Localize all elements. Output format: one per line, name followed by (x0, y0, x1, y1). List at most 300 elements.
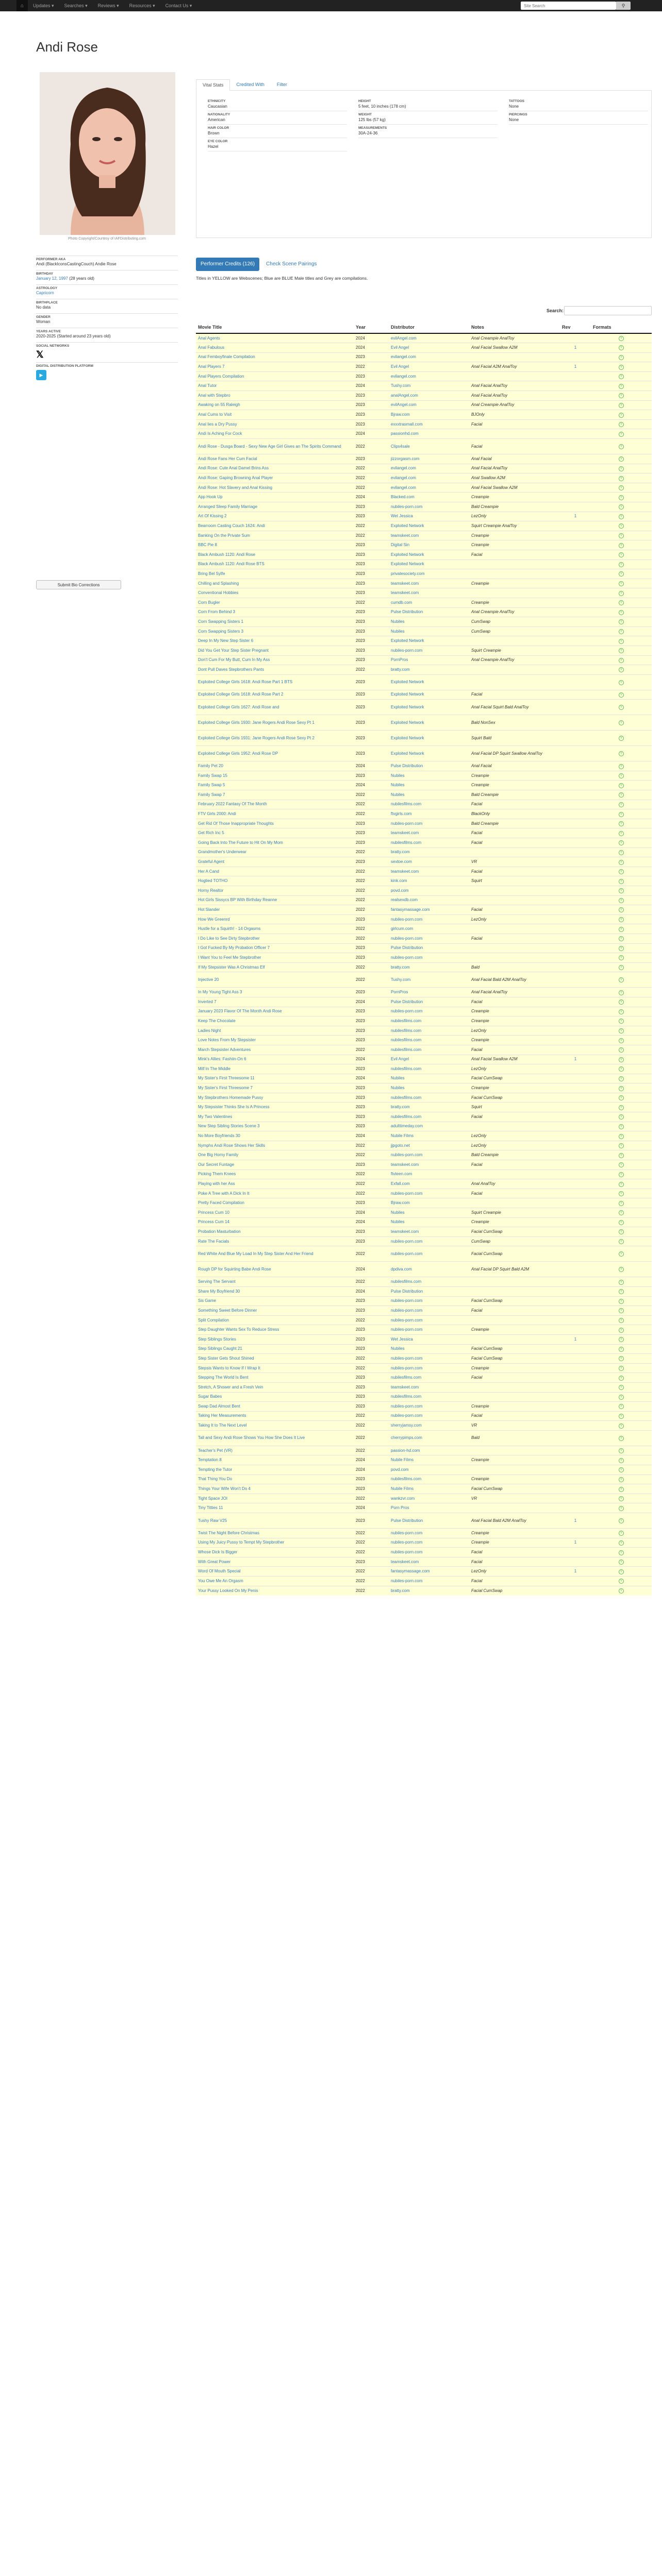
rev-cell[interactable] (560, 483, 591, 493)
format-icon[interactable]: Y (619, 345, 624, 350)
format-icon[interactable]: Y (619, 1366, 624, 1371)
format-icon[interactable]: Y (619, 907, 624, 912)
movie-title-link[interactable]: Bring Bel Sylfe (196, 569, 354, 579)
rev-cell[interactable] (560, 1344, 591, 1354)
rev-cell[interactable] (560, 1306, 591, 1316)
movie-title-link[interactable]: With Great Power (196, 1557, 354, 1567)
formats-cell[interactable] (591, 400, 652, 410)
distributor-link[interactable]: Nubiles (389, 771, 469, 781)
format-icon[interactable]: Y (619, 812, 624, 817)
formats-cell[interactable] (591, 1306, 652, 1316)
movie-title-link[interactable]: Nymphs Andi Rose Shows Her Skills (196, 1141, 354, 1150)
distributor-link[interactable]: Exploited Network (389, 560, 469, 569)
movie-title-link[interactable]: Picking Them Knees (196, 1170, 354, 1179)
movie-title-link[interactable]: Pretty Faced Compilation (196, 1198, 354, 1208)
rev-cell[interactable] (560, 700, 591, 715)
distribution-platform-icon[interactable]: ▶ (36, 370, 46, 380)
format-icon[interactable]: Y (619, 355, 624, 360)
rev-cell[interactable] (560, 1246, 591, 1262)
rev-cell[interactable]: 1 (560, 1513, 591, 1529)
distributor-link[interactable]: Evil Angel (389, 1055, 469, 1064)
movie-title-link[interactable]: March Stepsister Adventures (196, 1045, 354, 1055)
distributor-link[interactable]: realsexdb.com (389, 895, 469, 905)
formats-cell[interactable] (591, 1262, 652, 1277)
distributor-link[interactable]: nubilesfilms.com (389, 1112, 469, 1122)
distributor-link[interactable]: evilAngel.com (389, 400, 469, 410)
format-icon[interactable]: Y (619, 1404, 624, 1409)
distributor-link[interactable]: Pulse Distribution (389, 1513, 469, 1529)
distributor-link[interactable]: ftvgirls.com (389, 809, 469, 819)
format-icon[interactable]: Y (619, 1579, 624, 1584)
rev-cell[interactable] (560, 1315, 591, 1325)
format-icon[interactable]: Y (619, 619, 624, 624)
rev-cell[interactable] (560, 997, 591, 1007)
format-icon[interactable]: Y (619, 591, 624, 596)
movie-title-link[interactable]: Corn Swapping Sisters 1 (196, 617, 354, 627)
format-icon[interactable]: Y (619, 1531, 624, 1536)
distributor-link[interactable]: nubilesfilms.com (389, 1093, 469, 1103)
rev-cell[interactable] (560, 1296, 591, 1306)
formats-cell[interactable] (591, 700, 652, 715)
astrology-link[interactable]: Capricorn (36, 291, 54, 295)
formats-cell[interactable] (591, 800, 652, 809)
birthday-link[interactable]: January 12, 1997 (36, 276, 68, 281)
rev-cell[interactable] (560, 626, 591, 636)
formats-cell[interactable] (591, 781, 652, 790)
formats-cell[interactable] (591, 953, 652, 963)
format-icon[interactable]: Y (619, 393, 624, 398)
format-icon[interactable]: Y (619, 1143, 624, 1148)
formats-cell[interactable] (591, 731, 652, 746)
formats-cell[interactable] (591, 1179, 652, 1189)
formats-cell[interactable] (591, 655, 652, 665)
movie-title-link[interactable]: Exploited College Girls 1931: Jane Rogers Andi Rose Sexy Pt 2 (196, 731, 354, 746)
rev-cell[interactable] (560, 857, 591, 867)
format-icon[interactable]: Y (619, 946, 624, 951)
movie-title-link[interactable]: Anal Players Compilation (196, 371, 354, 381)
distributor-link[interactable]: sherryjamsy.com (389, 1421, 469, 1431)
distributor-link[interactable]: sextoe.com (389, 857, 469, 867)
nav-reviews[interactable]: Reviews ▾ (97, 3, 119, 8)
distributor-link[interactable]: Tushy.com (389, 972, 469, 988)
rev-cell[interactable] (560, 1112, 591, 1122)
movie-title-link[interactable]: Stepsis Wants to Know If I Wrap It (196, 1363, 354, 1373)
rev-cell[interactable] (560, 1465, 591, 1475)
movie-title-link[interactable]: Anal Players 7 (196, 362, 354, 372)
format-icon[interactable]: Y (619, 1182, 624, 1187)
rev-cell[interactable] (560, 988, 591, 997)
rev-cell[interactable] (560, 1354, 591, 1364)
distributor-link[interactable]: analAngel.com (389, 391, 469, 401)
formats-cell[interactable] (591, 1277, 652, 1287)
formats-cell[interactable] (591, 1189, 652, 1198)
format-icon[interactable]: Y (619, 1047, 624, 1053)
movie-title-link[interactable]: Andi Rose: Gaping Browning Anal Player (196, 473, 354, 483)
distributor-link[interactable]: Pulse Distribution (389, 761, 469, 771)
formats-cell[interactable] (591, 362, 652, 372)
format-icon[interactable]: Y (619, 1191, 624, 1196)
rev-cell[interactable] (560, 1475, 591, 1484)
format-icon[interactable]: Y (619, 1220, 624, 1225)
distributor-link[interactable]: nubilesfilms.com (389, 1392, 469, 1402)
tab-filter[interactable]: Filter (276, 82, 287, 87)
format-icon[interactable]: Y (619, 1201, 624, 1206)
formats-cell[interactable] (591, 569, 652, 579)
format-icon[interactable]: Y (619, 543, 624, 548)
rev-cell[interactable] (560, 1529, 591, 1538)
rev-cell[interactable] (560, 1236, 591, 1246)
movie-title-link[interactable]: Get Rich Inc 5 (196, 828, 354, 838)
movie-title-link[interactable]: Deep In My New Step Sister 6 (196, 636, 354, 646)
movie-title-link[interactable]: Grandmother's Underwear (196, 848, 354, 857)
distributor-link[interactable]: teamskeet.com (389, 531, 469, 540)
movie-title-link[interactable]: Keep The Chocolate (196, 1016, 354, 1026)
movie-title-link[interactable]: Taking It to The Next Level (196, 1421, 354, 1431)
distributor-link[interactable]: nubiles-porn.com (389, 953, 469, 963)
movie-title-link[interactable]: Step Sister Gets Shout Shined (196, 1354, 354, 1364)
rev-cell[interactable] (560, 746, 591, 761)
formats-cell[interactable] (591, 1465, 652, 1475)
rev-cell[interactable] (560, 607, 591, 617)
format-icon[interactable]: Y (619, 773, 624, 778)
rev-cell[interactable] (560, 790, 591, 800)
rev-cell[interactable] (560, 1093, 591, 1103)
format-icon[interactable]: Y (619, 456, 624, 462)
movie-title-link[interactable]: Tall and Sexy Andi Rose Shows You How She Does It Live (196, 1430, 354, 1446)
movie-title-link[interactable]: Temptation 8 (196, 1455, 354, 1465)
distributor-link[interactable]: nubiles-porn.com (389, 914, 469, 924)
formats-cell[interactable] (591, 790, 652, 800)
rev-cell[interactable] (560, 391, 591, 401)
movie-title-link[interactable]: Your Pussy Looked On My Penis (196, 1586, 354, 1596)
distributor-link[interactable]: povd.com (389, 886, 469, 896)
movie-title-link[interactable]: Horny Realtor (196, 886, 354, 896)
format-icon[interactable]: Y (619, 1009, 624, 1014)
movie-title-link[interactable]: Dont Pull Daves Stepbrothers Pants (196, 665, 354, 675)
format-icon[interactable]: Y (619, 476, 624, 481)
format-icon[interactable]: Y (619, 1376, 624, 1381)
distributor-link[interactable]: bratty.com (389, 1103, 469, 1112)
format-icon[interactable]: Y (619, 1066, 624, 1072)
format-icon[interactable]: Y (619, 999, 624, 1005)
distributor-link[interactable]: nubiles-porn.com (389, 1577, 469, 1586)
distributor-link[interactable]: Nubiles (389, 1083, 469, 1093)
rev-cell[interactable]: 1 (560, 362, 591, 372)
distributor-link[interactable]: jjpgoto.net (389, 1141, 469, 1150)
movie-title-link[interactable]: Grateful Agent (196, 857, 354, 867)
rev-cell[interactable] (560, 521, 591, 531)
rev-cell[interactable] (560, 1577, 591, 1586)
formats-cell[interactable] (591, 1494, 652, 1503)
rev-cell[interactable] (560, 419, 591, 429)
rev-cell[interactable] (560, 771, 591, 781)
movie-title-link[interactable]: Milf In The Middle (196, 1064, 354, 1074)
rev-cell[interactable] (560, 579, 591, 588)
rev-cell[interactable] (560, 1325, 591, 1335)
movie-title-link[interactable]: My Stepsister Thinks She Is A Princess (196, 1103, 354, 1112)
rev-cell[interactable] (560, 924, 591, 934)
formats-cell[interactable] (591, 1382, 652, 1392)
distributor-link[interactable]: Exploited Network (389, 550, 469, 560)
formats-cell[interactable] (591, 1055, 652, 1064)
formats-cell[interactable] (591, 1529, 652, 1538)
formats-cell[interactable] (591, 1122, 652, 1131)
rev-cell[interactable] (560, 876, 591, 886)
format-icon[interactable]: Y (619, 879, 624, 884)
format-icon[interactable]: Y (619, 1448, 624, 1453)
formats-cell[interactable] (591, 715, 652, 731)
formats-cell[interactable] (591, 483, 652, 493)
rev-cell[interactable] (560, 1026, 591, 1036)
distributor-link[interactable]: nubilesfilms.com (389, 1373, 469, 1383)
formats-cell[interactable] (591, 1411, 652, 1421)
format-icon[interactable]: Y (619, 955, 624, 960)
formats-cell[interactable] (591, 1227, 652, 1237)
distributor-link[interactable]: Exploited Network (389, 521, 469, 531)
distributor-link[interactable]: teamskeet.com (389, 828, 469, 838)
format-icon[interactable]: Y (619, 658, 624, 663)
formats-cell[interactable] (591, 598, 652, 607)
rev-cell[interactable] (560, 1007, 591, 1016)
movie-title-link[interactable]: Family Swap 5 (196, 781, 354, 790)
formats-cell[interactable] (591, 1007, 652, 1016)
home-icon[interactable]: ⌂ (16, 0, 28, 11)
movie-title-link[interactable]: Andi Rose: Hot Slavery and Anal Kissing (196, 483, 354, 493)
distributor-link[interactable]: teamskeet.com (389, 867, 469, 876)
distributor-link[interactable]: teamskeet.com (389, 1557, 469, 1567)
format-icon[interactable]: Y (619, 869, 624, 874)
rev-cell[interactable]: 1 (560, 1538, 591, 1548)
movie-title-link[interactable]: Tushy Raw V25 (196, 1513, 354, 1529)
movie-title-link[interactable]: Corn Swapping Sisters 3 (196, 626, 354, 636)
formats-cell[interactable] (591, 1363, 652, 1373)
formats-cell[interactable] (591, 464, 652, 473)
rev-cell[interactable] (560, 493, 591, 502)
distributor-link[interactable]: Nubiles (389, 1217, 469, 1227)
movie-title-link[interactable]: Chilling and Splashing (196, 579, 354, 588)
rev-cell[interactable] (560, 1503, 591, 1513)
format-icon[interactable]: Y (619, 1028, 624, 1033)
movie-title-link[interactable]: Family Pet 20 (196, 761, 354, 771)
format-icon[interactable]: Y (619, 1318, 624, 1323)
distributor-link[interactable]: nubiles-porn.com (389, 1529, 469, 1538)
format-icon[interactable]: Y (619, 444, 624, 449)
distributor-link[interactable]: nubilesfilms.com (389, 800, 469, 809)
movie-title-link[interactable]: Stepping The World Is Bent (196, 1373, 354, 1383)
movie-title-link[interactable]: Anal Cums to Visit (196, 410, 354, 420)
formats-cell[interactable] (591, 531, 652, 540)
distributor-link[interactable]: teamskeet.com (389, 1227, 469, 1237)
rev-cell[interactable] (560, 886, 591, 896)
tab-scene-pairings[interactable]: Check Scene Pairings (266, 261, 317, 267)
formats-cell[interactable] (591, 1083, 652, 1093)
format-icon[interactable]: Y (619, 1162, 624, 1167)
format-icon[interactable]: Y (619, 1569, 624, 1574)
nav-searches[interactable]: Searches ▾ (64, 3, 88, 8)
distributor-link[interactable]: nubiles-porn.com (389, 1354, 469, 1364)
movie-title-link[interactable]: Mink's Allies: Fashiin-On 6 (196, 1055, 354, 1064)
formats-cell[interactable] (591, 997, 652, 1007)
formats-cell[interactable] (591, 665, 652, 675)
col-movie-title[interactable]: Movie Title (196, 321, 354, 333)
distributor-link[interactable]: nubilesfilms.com (389, 1475, 469, 1484)
movie-title-link[interactable]: New Step Sibling Stories Scene 3 (196, 1122, 354, 1131)
format-icon[interactable]: Y (619, 736, 624, 741)
format-icon[interactable]: Y (619, 1289, 624, 1294)
formats-cell[interactable] (591, 1402, 652, 1412)
format-icon[interactable]: Y (619, 936, 624, 941)
formats-cell[interactable] (591, 771, 652, 781)
format-icon[interactable]: Y (619, 990, 624, 995)
rev-cell[interactable]: 1 (560, 1567, 591, 1577)
format-icon[interactable]: Y (619, 562, 624, 567)
rev-cell[interactable] (560, 819, 591, 828)
format-icon[interactable]: Y (619, 374, 624, 379)
col-distributor[interactable]: Distributor (389, 321, 469, 333)
format-icon[interactable]: Y (619, 581, 624, 586)
format-icon[interactable]: Y (619, 336, 624, 341)
formats-cell[interactable] (591, 333, 652, 343)
distributor-link[interactable]: Digital Sin (389, 540, 469, 550)
distributor-link[interactable]: Tushy.com (389, 381, 469, 391)
rev-cell[interactable] (560, 540, 591, 550)
movie-title-link[interactable]: Inverted 7 (196, 997, 354, 1007)
formats-cell[interactable] (591, 1586, 652, 1596)
format-icon[interactable]: Y (619, 831, 624, 836)
format-icon[interactable]: Y (619, 1477, 624, 1482)
rev-cell[interactable] (560, 531, 591, 540)
movie-title-link[interactable]: My Sister's First Threesome 11 (196, 1074, 354, 1083)
format-icon[interactable]: Y (619, 365, 624, 370)
movie-title-link[interactable]: Taking Her Measurements (196, 1411, 354, 1421)
rev-cell[interactable] (560, 1455, 591, 1465)
format-icon[interactable]: Y (619, 821, 624, 826)
distributor-link[interactable]: Pulse Distribution (389, 943, 469, 953)
distributor-link[interactable]: adulttimeday.com (389, 1122, 469, 1131)
movie-title-link[interactable]: That Thing You Do (196, 1475, 354, 1484)
format-icon[interactable]: Y (619, 840, 624, 845)
formats-cell[interactable] (591, 1513, 652, 1529)
distributor-link[interactable]: bratty.com (389, 1586, 469, 1596)
rev-cell[interactable] (560, 1382, 591, 1392)
formats-cell[interactable] (591, 886, 652, 896)
nav-updates[interactable]: Updates ▾ (33, 3, 54, 8)
rev-cell[interactable] (560, 1402, 591, 1412)
format-icon[interactable]: Y (619, 639, 624, 644)
rev-cell[interactable] (560, 646, 591, 655)
rev-cell[interactable] (560, 761, 591, 771)
rev-cell[interactable] (560, 1411, 591, 1421)
movie-title-link[interactable]: Hogtied TOTHO (196, 876, 354, 886)
movie-title-link[interactable]: Serving The Servant (196, 1277, 354, 1287)
movie-title-link[interactable]: Anal Fabulous (196, 343, 354, 353)
rev-cell[interactable] (560, 1363, 591, 1373)
formats-cell[interactable] (591, 1217, 652, 1227)
rev-cell[interactable] (560, 1036, 591, 1045)
col-notes[interactable]: Notes (469, 321, 560, 333)
movie-title-link[interactable]: Whose Dick Is Bigger (196, 1548, 354, 1557)
distributor-link[interactable]: Exploited Network (389, 636, 469, 646)
format-icon[interactable]: Y (619, 1458, 624, 1463)
distributor-link[interactable]: kink.com (389, 876, 469, 886)
movie-title-link[interactable]: No More Boyfriends 30 (196, 1131, 354, 1141)
format-icon[interactable]: Y (619, 1114, 624, 1120)
movie-title-link[interactable]: App Hook Up (196, 493, 354, 502)
formats-cell[interactable] (591, 579, 652, 588)
rev-cell[interactable] (560, 848, 591, 857)
distributor-link[interactable]: PornPros (389, 988, 469, 997)
distributor-link[interactable]: Pulse Distribution (389, 607, 469, 617)
format-icon[interactable]: Y (619, 1057, 624, 1062)
formats-cell[interactable] (591, 1296, 652, 1306)
distributor-link[interactable]: nubilesfilms.com (389, 1277, 469, 1287)
formats-cell[interactable] (591, 1475, 652, 1484)
formats-cell[interactable] (591, 1421, 652, 1431)
distributor-link[interactable]: Pulse Distribution (389, 1286, 469, 1296)
format-icon[interactable]: Y (619, 1414, 624, 1419)
format-icon[interactable]: Y (619, 1172, 624, 1177)
formats-cell[interactable] (591, 848, 652, 857)
format-icon[interactable]: Y (619, 1086, 624, 1091)
distributor-link[interactable]: nubilesfilms.com (389, 1036, 469, 1045)
movie-title-link[interactable]: Using My Juicy Pussy to Tempt My Stepbrother (196, 1538, 354, 1548)
rev-cell[interactable]: 1 (560, 1055, 591, 1064)
movie-title-link[interactable]: February 2022 Fantasy Of The Month (196, 800, 354, 809)
tab-vital-stats[interactable]: Vital Stats (196, 79, 230, 91)
submit-bio-corrections-button[interactable]: Submit Bio Corrections (36, 580, 121, 589)
movie-title-link[interactable]: Tight Space JOI (196, 1494, 354, 1503)
movie-title-link[interactable]: Hustle for a Squirth! - 14 Orgasms (196, 924, 354, 934)
rev-cell[interactable] (560, 333, 591, 343)
format-icon[interactable]: Y (619, 1153, 624, 1158)
movie-title-link[interactable]: Ladies Night (196, 1026, 354, 1036)
rev-cell[interactable] (560, 636, 591, 646)
movie-title-link[interactable]: January 2023 Flavor Of The Month Andi Rose (196, 1007, 354, 1016)
movie-title-link[interactable]: Rough DP for Squirting Babe Andi Rose (196, 1262, 354, 1277)
distributor-link[interactable]: evilangel.com (389, 352, 469, 362)
formats-cell[interactable] (591, 924, 652, 934)
movie-title-link[interactable]: Princess Cum 10 (196, 1208, 354, 1218)
format-icon[interactable]: Y (619, 610, 624, 615)
distributor-link[interactable]: teamskeet.com (389, 588, 469, 598)
movie-title-link[interactable]: Banking On the Private Sum (196, 531, 354, 540)
distributor-link[interactable]: ftvteen.com (389, 1170, 469, 1179)
format-icon[interactable]: Y (619, 1038, 624, 1043)
rev-cell[interactable] (560, 1045, 591, 1055)
formats-cell[interactable] (591, 493, 652, 502)
movie-title-link[interactable]: Anal Femboyfinale Compilation (196, 352, 354, 362)
format-icon[interactable]: Y (619, 571, 624, 577)
format-icon[interactable]: Y (619, 1540, 624, 1546)
table-search-input[interactable] (564, 306, 652, 315)
movie-title-link[interactable]: Step Siblings Stories (196, 1334, 354, 1344)
distributor-link[interactable]: jizzorgasm.com (389, 454, 469, 464)
rev-cell[interactable] (560, 1131, 591, 1141)
format-icon[interactable]: Y (619, 898, 624, 903)
format-icon[interactable]: Y (619, 792, 624, 798)
movie-title-link[interactable]: My Sister's First Threesome 7 (196, 1083, 354, 1093)
formats-cell[interactable] (591, 429, 652, 439)
movie-title-link[interactable]: Exploited College Girls 1627: Andi Rose and (196, 700, 354, 715)
movie-title-link[interactable]: Princess Cum 14 (196, 1217, 354, 1227)
distributor-link[interactable]: nubilesfilms.com (389, 1016, 469, 1026)
format-icon[interactable]: Y (619, 514, 624, 519)
format-icon[interactable]: Y (619, 1588, 624, 1594)
formats-cell[interactable] (591, 1131, 652, 1141)
rev-cell[interactable] (560, 464, 591, 473)
distributor-link[interactable]: povd.com (389, 1465, 469, 1475)
movie-title-link[interactable]: Tempting the Tutor (196, 1465, 354, 1475)
